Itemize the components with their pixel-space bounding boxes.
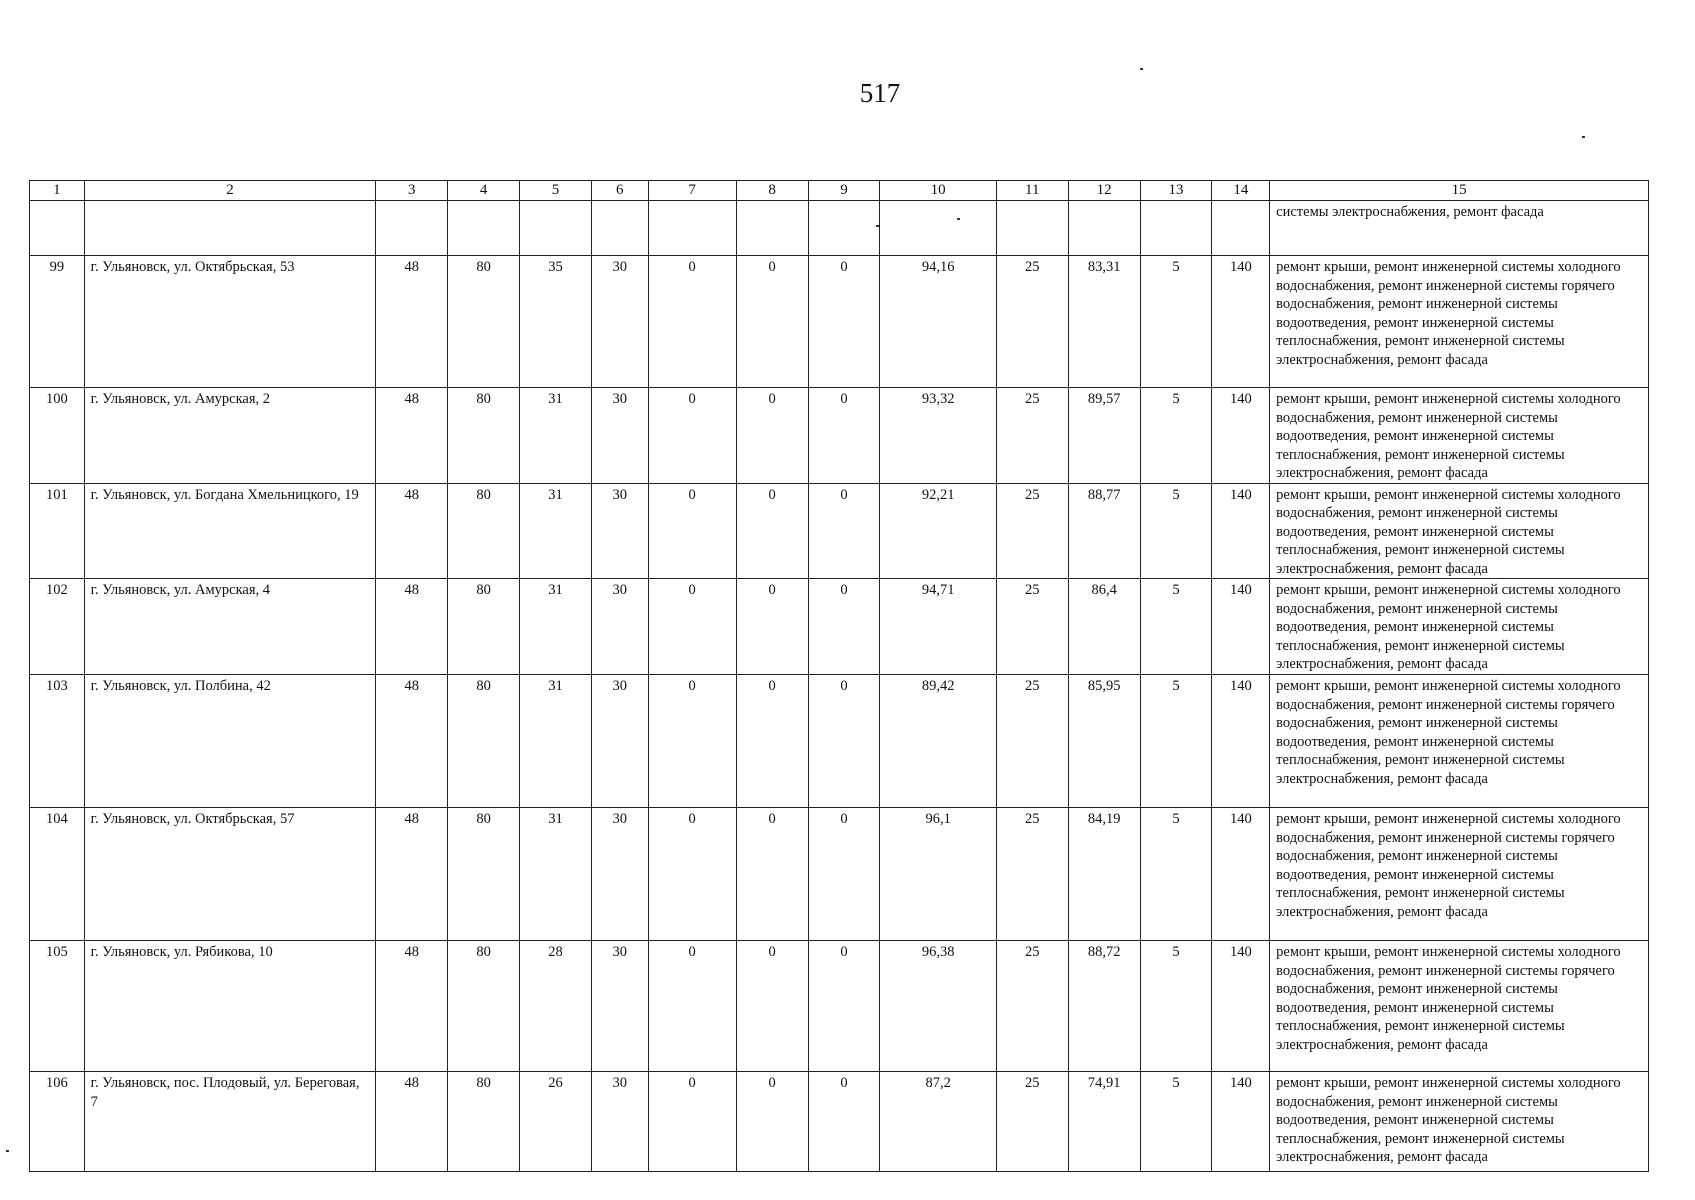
col10-cell: 89,42 <box>880 675 996 808</box>
col3-cell: 48 <box>376 675 448 808</box>
continuation-work-cell: системы электроснабжения, ремонт фасада <box>1270 201 1649 256</box>
col7-cell: 0 <box>648 388 736 484</box>
work-description-cell: ремонт крыши, ремонт инженерной системы холодного водоснабжения, ремонт инженерной системы горячего водоснабжения, ремонт инженерной системы водоотведения, ремонт инженерной системы теплоснабжения, ремонт инженерной системы электроснабжения, ремонт фасада <box>1270 808 1649 941</box>
column-header: 14 <box>1212 181 1270 201</box>
col5-cell: 35 <box>520 256 592 388</box>
table-row <box>30 675 1649 808</box>
col10-cell: 92,21 <box>880 483 996 579</box>
col10-cell: 93,32 <box>880 388 996 484</box>
col14-cell: 140 <box>1212 579 1270 675</box>
col10-cell: 94,71 <box>880 579 996 675</box>
col11-cell: 25 <box>996 675 1068 808</box>
address-cell: г. Ульяновск, ул. Октябрьская, 57 <box>84 808 376 941</box>
col11-cell: 25 <box>996 256 1068 388</box>
col14-cell: 140 <box>1212 808 1270 941</box>
column-header: 2 <box>84 181 376 201</box>
row-number: 103 <box>30 675 85 808</box>
row-number: 99 <box>30 256 85 388</box>
col10-cell: 87,2 <box>880 1072 996 1172</box>
col13-cell: 5 <box>1140 1072 1212 1172</box>
table-row <box>30 579 1649 675</box>
address-cell: г. Ульяновск, ул. Амурская, 2 <box>84 388 376 484</box>
col11-cell: 25 <box>996 808 1068 941</box>
col4-cell: 80 <box>448 675 520 808</box>
col3-cell: 48 <box>376 808 448 941</box>
col4-cell: 80 <box>448 1072 520 1172</box>
col11-cell: 25 <box>996 1072 1068 1172</box>
col10-cell: 96,1 <box>880 808 996 941</box>
col5-cell: 31 <box>520 808 592 941</box>
col9-cell: 0 <box>808 1072 880 1172</box>
col7-cell: 0 <box>648 808 736 941</box>
repair-table <box>29 180 1649 1172</box>
col7-cell: 0 <box>648 483 736 579</box>
col12-cell: 86,4 <box>1068 579 1140 675</box>
col9-cell: 0 <box>808 256 880 388</box>
col4-cell: 80 <box>448 483 520 579</box>
col6-cell: 30 <box>591 675 648 808</box>
column-header: 12 <box>1068 181 1140 201</box>
table-row <box>30 256 1649 388</box>
row-number: 105 <box>30 941 85 1072</box>
col12-cell: 74,91 <box>1068 1072 1140 1172</box>
col3-cell: 48 <box>376 941 448 1072</box>
col14-cell: 140 <box>1212 256 1270 388</box>
table-row <box>30 941 1649 1072</box>
address-cell: г. Ульяновск, ул. Полбина, 42 <box>84 675 376 808</box>
col13-cell: 5 <box>1140 579 1212 675</box>
col5-cell: 31 <box>520 675 592 808</box>
column-header: 13 <box>1140 181 1212 201</box>
table-body <box>30 181 1649 1172</box>
column-header: 15 <box>1270 181 1649 201</box>
work-description-cell: ремонт крыши, ремонт инженерной системы холодного водоснабжения, ремонт инженерной системы водоотведения, ремонт инженерной системы теплоснабжения, ремонт инженерной системы электроснабжения, ремонт фасада <box>1270 1072 1649 1172</box>
column-header: 4 <box>448 181 520 201</box>
col6-cell: 30 <box>591 941 648 1072</box>
column-header: 11 <box>996 181 1068 201</box>
col8-cell: 0 <box>736 256 808 388</box>
column-header: 7 <box>648 181 736 201</box>
col7-cell: 0 <box>648 1072 736 1172</box>
col5-cell: 31 <box>520 579 592 675</box>
col14-cell: 140 <box>1212 675 1270 808</box>
col9-cell: 0 <box>808 388 880 484</box>
work-description-cell: ремонт крыши, ремонт инженерной системы холодного водоснабжения, ремонт инженерной системы водоотведения, ремонт инженерной системы теплоснабжения, ремонт инженерной системы электроснабжения, ремонт фасада <box>1270 388 1649 484</box>
col4-cell: 80 <box>448 256 520 388</box>
col14-cell: 140 <box>1212 388 1270 484</box>
col7-cell: 0 <box>648 256 736 388</box>
col9-cell: 0 <box>808 941 880 1072</box>
col8-cell: 0 <box>736 1072 808 1172</box>
col10-cell: 96,38 <box>880 941 996 1072</box>
col4-cell: 80 <box>448 808 520 941</box>
table-row <box>30 483 1649 579</box>
continuation-row <box>30 201 1649 256</box>
col6-cell: 30 <box>591 808 648 941</box>
col12-cell: 84,19 <box>1068 808 1140 941</box>
col12-cell: 88,72 <box>1068 941 1140 1072</box>
col13-cell: 5 <box>1140 675 1212 808</box>
col14-cell: 140 <box>1212 1072 1270 1172</box>
col9-cell: 0 <box>808 579 880 675</box>
col5-cell: 28 <box>520 941 592 1072</box>
col3-cell: 48 <box>376 388 448 484</box>
col8-cell: 0 <box>736 675 808 808</box>
work-description-cell: ремонт крыши, ремонт инженерной системы холодного водоснабжения, ремонт инженерной системы горячего водоснабжения, ремонт инженерной системы водоотведения, ремонт инженерной системы теплоснабжения, ремонт инженерной системы электроснабжения, ремонт фасада <box>1270 256 1649 388</box>
col13-cell: 5 <box>1140 388 1212 484</box>
col14-cell: 140 <box>1212 483 1270 579</box>
row-number: 100 <box>30 388 85 484</box>
col9-cell: 0 <box>808 675 880 808</box>
col8-cell: 0 <box>736 388 808 484</box>
header-row <box>30 181 1649 201</box>
col6-cell: 30 <box>591 256 648 388</box>
col3-cell: 48 <box>376 256 448 388</box>
col13-cell: 5 <box>1140 256 1212 388</box>
col8-cell: 0 <box>736 941 808 1072</box>
col11-cell: 25 <box>996 941 1068 1072</box>
col13-cell: 5 <box>1140 483 1212 579</box>
address-cell: г. Ульяновск, ул. Октябрьская, 53 <box>84 256 376 388</box>
col13-cell: 5 <box>1140 808 1212 941</box>
col5-cell: 26 <box>520 1072 592 1172</box>
row-number: 106 <box>30 1072 85 1172</box>
column-header: 3 <box>376 181 448 201</box>
col6-cell: 30 <box>591 388 648 484</box>
col7-cell: 0 <box>648 941 736 1072</box>
col8-cell: 0 <box>736 579 808 675</box>
col4-cell: 80 <box>448 579 520 675</box>
col3-cell: 48 <box>376 483 448 579</box>
work-description-cell: ремонт крыши, ремонт инженерной системы холодного водоснабжения, ремонт инженерной системы водоотведения, ремонт инженерной системы теплоснабжения, ремонт инженерной системы электроснабжения, ремонт фасада <box>1270 579 1649 675</box>
address-cell: г. Ульяновск, пос. Плодовый, ул. Береговая, 7 <box>84 1072 376 1172</box>
work-description-cell: ремонт крыши, ремонт инженерной системы холодного водоснабжения, ремонт инженерной системы горячего водоснабжения, ремонт инженерной системы водоотведения, ремонт инженерной системы теплоснабжения, ремонт инженерной системы электроснабжения, ремонт фасада <box>1270 675 1649 808</box>
table-row <box>30 808 1649 941</box>
col11-cell: 25 <box>996 388 1068 484</box>
col3-cell: 48 <box>376 579 448 675</box>
col5-cell: 31 <box>520 483 592 579</box>
row-number: 104 <box>30 808 85 941</box>
work-description-cell: ремонт крыши, ремонт инженерной системы холодного водоснабжения, ремонт инженерной системы водоотведения, ремонт инженерной системы теплоснабжения, ремонт инженерной системы электроснабжения, ремонт фасада <box>1270 483 1649 579</box>
table-row <box>30 1072 1649 1172</box>
col12-cell: 83,31 <box>1068 256 1140 388</box>
row-number: 102 <box>30 579 85 675</box>
col9-cell: 0 <box>808 483 880 579</box>
column-header: 8 <box>736 181 808 201</box>
page-number: 517 <box>859 78 901 108</box>
col11-cell: 25 <box>996 483 1068 579</box>
col12-cell: 88,77 <box>1068 483 1140 579</box>
work-description-cell: ремонт крыши, ремонт инженерной системы холодного водоснабжения, ремонт инженерной системы горячего водоснабжения, ремонт инженерной системы водоотведения, ремонт инженерной системы теплоснабжения, ремонт инженерной системы электроснабжения, ремонт фасада <box>1270 941 1649 1072</box>
col7-cell: 0 <box>648 579 736 675</box>
col13-cell: 5 <box>1140 941 1212 1072</box>
col6-cell: 30 <box>591 1072 648 1172</box>
address-cell: г. Ульяновск, ул. Амурская, 4 <box>84 579 376 675</box>
col6-cell: 30 <box>591 483 648 579</box>
col8-cell: 0 <box>736 483 808 579</box>
col14-cell: 140 <box>1212 941 1270 1072</box>
column-header: 9 <box>808 181 880 201</box>
col7-cell: 0 <box>648 675 736 808</box>
address-cell: г. Ульяновск, ул. Рябикова, 10 <box>84 941 376 1072</box>
row-number: 101 <box>30 483 85 579</box>
col11-cell: 25 <box>996 579 1068 675</box>
col9-cell: 0 <box>808 808 880 941</box>
col10-cell: 94,16 <box>880 256 996 388</box>
column-header: 6 <box>591 181 648 201</box>
col4-cell: 80 <box>448 388 520 484</box>
col4-cell: 80 <box>448 941 520 1072</box>
col6-cell: 30 <box>591 579 648 675</box>
col12-cell: 85,95 <box>1068 675 1140 808</box>
column-header: 1 <box>30 181 85 201</box>
table-row <box>30 388 1649 484</box>
column-header: 10 <box>880 181 996 201</box>
col5-cell: 31 <box>520 388 592 484</box>
column-header: 5 <box>520 181 592 201</box>
col3-cell: 48 <box>376 1072 448 1172</box>
col12-cell: 89,57 <box>1068 388 1140 484</box>
col8-cell: 0 <box>736 808 808 941</box>
address-cell: г. Ульяновск, ул. Богдана Хмельницкого, 19 <box>84 483 376 579</box>
